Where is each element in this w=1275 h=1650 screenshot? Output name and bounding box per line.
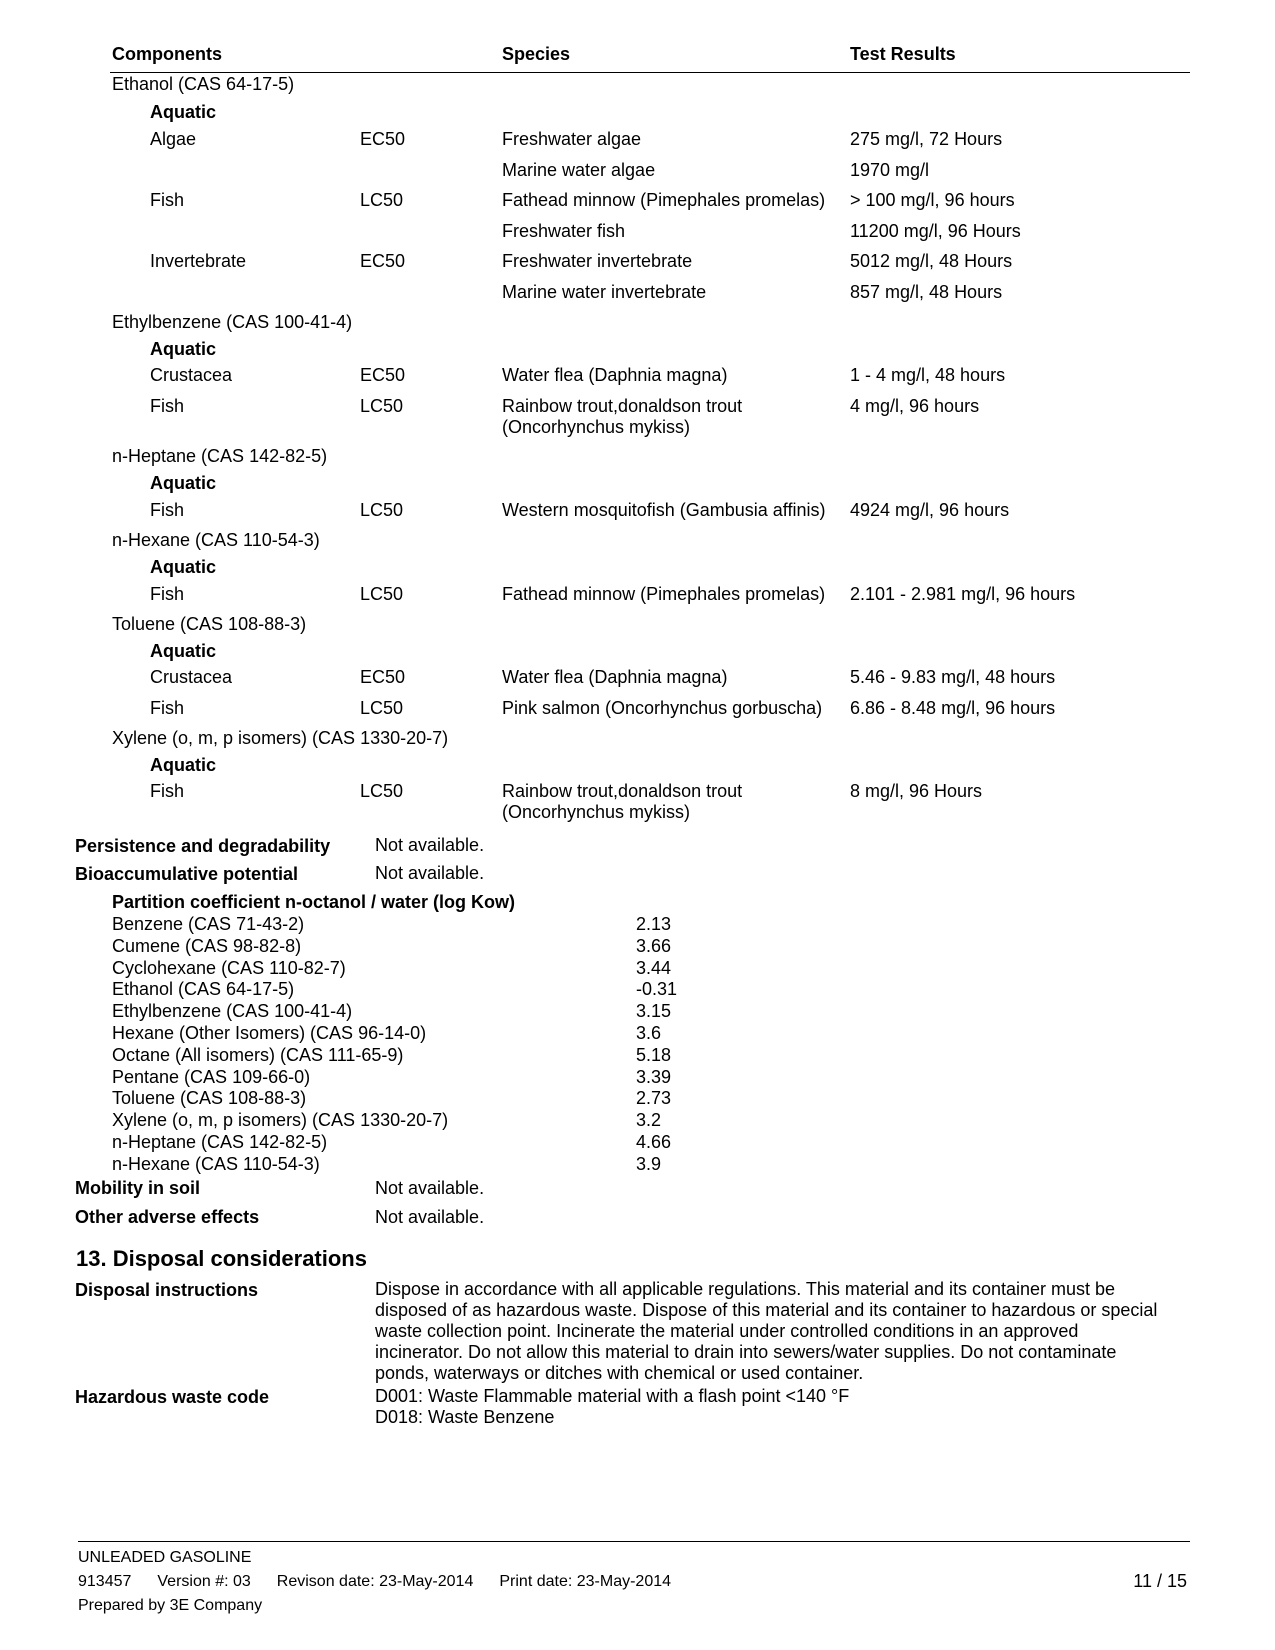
row-category: Invertebrate [150, 251, 247, 271]
footer-print-date: Print date: 23-May-2014 [499, 1573, 672, 1590]
row-result: 1 - 4 mg/l, 48 hours [850, 365, 1006, 385]
footer-meta [78, 1572, 671, 1592]
waste-code-text [375, 1386, 1205, 1428]
col-header-test-results: Test Results [850, 44, 956, 64]
row-result: 275 mg/l, 72 Hours [850, 129, 1003, 149]
row-species: Fathead minnow (Pimephales promelas) [502, 584, 826, 604]
row-endpoint: LC50 [360, 500, 404, 520]
row-species: Water flea (Daphnia magna) [502, 667, 728, 687]
row-species-continued: (Oncorhynchus mykiss) [502, 417, 691, 437]
row-endpoint: EC50 [360, 251, 406, 271]
row-endpoint: EC50 [360, 365, 406, 385]
component-name: n-Heptane (CAS 142-82-5) [112, 446, 328, 466]
partition-value: 3.6 [636, 1023, 662, 1043]
row-species: Marine water invertebrate [502, 282, 707, 302]
footer-version: Version #: 03 [157, 1573, 251, 1590]
row-endpoint: LC50 [360, 190, 404, 210]
row-category: Algae [150, 129, 197, 149]
row-category: Fish [150, 698, 185, 718]
row-species: Western mosquitofish (Gambusia affinis) [502, 500, 826, 520]
partition-component: Hexane (Other Isomers) (CAS 96-14-0) [112, 1023, 427, 1043]
component-group: Aquatic [150, 102, 217, 122]
row-endpoint: LC50 [360, 698, 404, 718]
disposal-label: Disposal instructions [75, 1280, 259, 1300]
partition-component: Pentane (CAS 109-66-0) [112, 1067, 311, 1087]
partition-component: Cyclohexane (CAS 110-82-7) [112, 958, 346, 978]
partition-value: 5.18 [636, 1045, 672, 1065]
waste-code-line: D018: Waste Benzene [375, 1407, 555, 1427]
partition-value: 3.66 [636, 936, 672, 956]
other-effects-value: Not available. [375, 1207, 485, 1227]
disposal-line: ponds, waterways or ditches with chemical or used container. [375, 1363, 864, 1383]
persistence-label: Persistence and degradability [75, 836, 331, 856]
partition-component: n-Heptane (CAS 142-82-5) [112, 1132, 328, 1152]
row-category: Crustacea [150, 667, 233, 687]
row-result: 5.46 - 9.83 mg/l, 48 hours [850, 667, 1056, 687]
partition-value: 3.44 [636, 958, 672, 978]
row-species: Freshwater fish [502, 221, 626, 241]
component-group: Aquatic [150, 755, 217, 775]
row-category: Fish [150, 584, 185, 604]
partition-value: 3.39 [636, 1067, 672, 1087]
disposal-line: disposed of as hazardous waste. Dispose of this material and its container to hazardous or special [375, 1300, 1158, 1320]
footer-prepared-by: Prepared by 3E Company [78, 1597, 263, 1614]
row-species: Freshwater algae [502, 129, 642, 149]
row-result: 4 mg/l, 96 hours [850, 396, 980, 416]
component-group: Aquatic [150, 557, 217, 577]
component-name: Ethylbenzene (CAS 100-41-4) [112, 312, 353, 332]
row-result: 1970 mg/l [850, 160, 930, 180]
row-category: Fish [150, 500, 185, 520]
partition-title: Partition coefficient n-octanol / water (log Kow) [112, 892, 516, 912]
row-endpoint: LC50 [360, 781, 404, 801]
footer-page-number: 11 / 15 [1133, 1571, 1187, 1591]
partition-component: n-Hexane (CAS 110-54-3) [112, 1154, 320, 1174]
row-result: 8 mg/l, 96 Hours [850, 781, 983, 801]
row-species: Water flea (Daphnia magna) [502, 365, 728, 385]
partition-value: 3.9 [636, 1154, 662, 1174]
disposal-text [375, 1279, 1205, 1384]
component-name: Toluene (CAS 108-88-3) [112, 614, 307, 634]
col-header-species: Species [502, 44, 571, 64]
row-species: Marine water algae [502, 160, 656, 180]
footer-rule [78, 1541, 1190, 1542]
disposal-line: Dispose in accordance with all applicable regulations. This material and its container must be [375, 1279, 1116, 1299]
partition-value: -0.31 [636, 979, 678, 999]
row-result: 4924 mg/l, 96 hours [850, 500, 1010, 520]
row-category: Fish [150, 396, 185, 416]
waste-code-label: Hazardous waste code [75, 1387, 270, 1407]
row-result: 11200 mg/l, 96 Hours [850, 221, 1021, 241]
footer-product: UNLEADED GASOLINE [78, 1549, 252, 1566]
row-species: Rainbow trout,donaldson trout [502, 396, 743, 416]
partition-value: 2.73 [636, 1088, 672, 1108]
row-category: Crustacea [150, 365, 233, 385]
persistence-value: Not available. [375, 835, 485, 855]
disposal-line: incinerator. Do not allow this material to drain into sewers/water supplies. Do not contaminate [375, 1342, 1117, 1362]
bioaccumulative-label: Bioaccumulative potential [75, 864, 299, 884]
partition-value: 4.66 [636, 1132, 672, 1152]
row-result: 6.86 - 8.48 mg/l, 96 hours [850, 698, 1056, 718]
row-species: Fathead minnow (Pimephales promelas) [502, 190, 826, 210]
partition-component: Ethylbenzene (CAS 100-41-4) [112, 1001, 353, 1021]
row-result: 5012 mg/l, 48 Hours [850, 251, 1013, 271]
row-endpoint: LC50 [360, 584, 404, 604]
disposal-line: waste collection point. Incinerate the material under controlled conditions in an approved [375, 1321, 1079, 1341]
row-category: Fish [150, 781, 185, 801]
partition-value: 2.13 [636, 914, 672, 934]
partition-component: Toluene (CAS 108-88-3) [112, 1088, 307, 1108]
partition-value: 3.2 [636, 1110, 662, 1130]
section-13-title: 13. Disposal considerations [76, 1246, 367, 1271]
component-name: Ethanol (CAS 64-17-5) [112, 74, 295, 94]
component-group: Aquatic [150, 641, 217, 661]
mobility-value: Not available. [375, 1178, 485, 1198]
mobility-label: Mobility in soil [75, 1178, 200, 1198]
partition-component: Benzene (CAS 71-43-2) [112, 914, 305, 934]
row-result: 857 mg/l, 48 Hours [850, 282, 1003, 302]
partition-component: Cumene (CAS 98-82-8) [112, 936, 302, 956]
row-species: Rainbow trout,donaldson trout [502, 781, 743, 801]
partition-value: 3.15 [636, 1001, 672, 1021]
row-category: Fish [150, 190, 185, 210]
footer-revision: Revison date: 23-May-2014 [276, 1573, 474, 1590]
component-group: Aquatic [150, 339, 217, 359]
row-species: Freshwater invertebrate [502, 251, 693, 271]
waste-code-line: D001: Waste Flammable material with a flash point <140 °F [375, 1386, 850, 1406]
other-effects-label: Other adverse effects [75, 1207, 260, 1227]
row-endpoint: EC50 [360, 129, 406, 149]
bioaccumulative-value: Not available. [375, 863, 485, 883]
component-name: n-Hexane (CAS 110-54-3) [112, 530, 320, 550]
partition-component: Ethanol (CAS 64-17-5) [112, 979, 295, 999]
footer-doc-id: 913457 [78, 1573, 132, 1590]
row-species: Pink salmon (Oncorhynchus gorbuscha) [502, 698, 823, 718]
row-endpoint: EC50 [360, 667, 406, 687]
row-endpoint: LC50 [360, 396, 404, 416]
component-group: Aquatic [150, 473, 217, 493]
component-name: Xylene (o, m, p isomers) (CAS 1330-20-7) [112, 728, 449, 748]
col-header-components: Components [112, 44, 222, 64]
partition-component: Octane (All isomers) (CAS 111-65-9) [112, 1045, 404, 1065]
row-result: > 100 mg/l, 96 hours [850, 190, 1015, 210]
row-species-continued: (Oncorhynchus mykiss) [502, 802, 691, 822]
row-result: 2.101 - 2.981 mg/l, 96 hours [850, 584, 1076, 604]
partition-component: Xylene (o, m, p isomers) (CAS 1330-20-7) [112, 1110, 449, 1130]
